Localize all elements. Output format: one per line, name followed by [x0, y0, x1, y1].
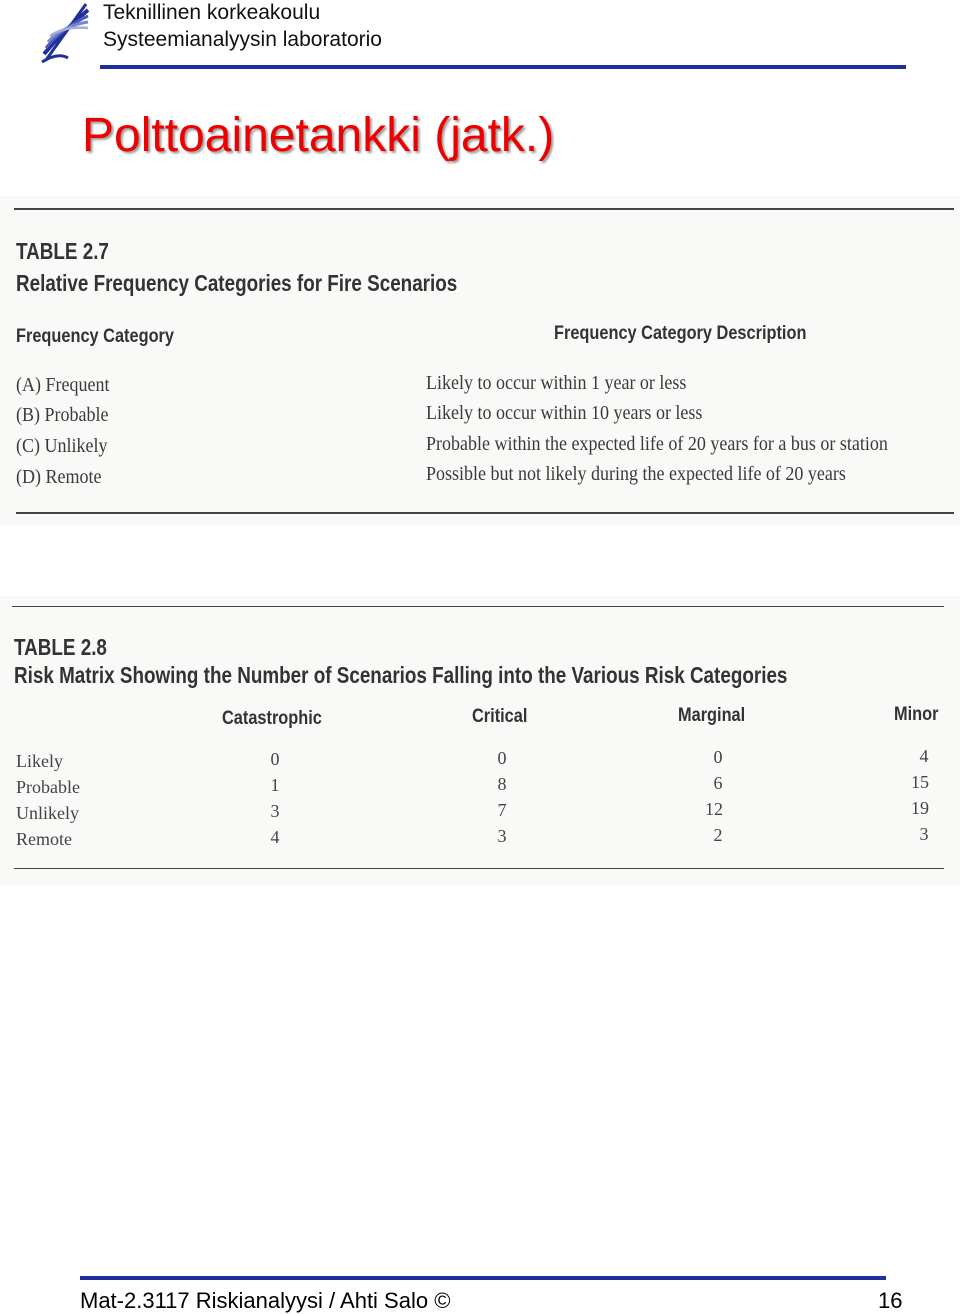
row-label: Probable [16, 777, 80, 797]
organization-name: Teknillinen korkeakoulu [103, 1, 321, 24]
footer-course: Mat-2.3117 Riskianalyysi / Ahti Salo © [80, 1288, 451, 1313]
matrix-cell: 0 [713, 747, 723, 767]
column-header-critical: Critical [472, 706, 528, 727]
table-top-rule [12, 606, 944, 607]
matrix-cell: 3 [270, 801, 280, 821]
slide-title: Polttoainetankki (jatk.) [82, 109, 555, 162]
row-label: Likely [16, 751, 63, 771]
page-number: 16 [878, 1288, 903, 1313]
matrix-cell: 3 [497, 826, 507, 846]
matrix-cell: 15 [911, 772, 929, 792]
frequency-description: Probable within the expected life of 20 years for a bus or station [426, 433, 888, 455]
matrix-cell: 7 [497, 800, 507, 820]
table-caption: Risk Matrix Showing the Number of Scenarios Falling into the Various Risk Categories [14, 662, 788, 688]
column-header: Frequency Category [16, 326, 175, 347]
university-logo-icon [38, 2, 92, 64]
frequency-category: (C) Unlikely [16, 435, 108, 457]
matrix-cell: 4 [919, 746, 929, 766]
table-number: TABLE 2.7 [16, 238, 109, 264]
matrix-cell: 19 [911, 798, 929, 818]
table-caption: Relative Frequency Categories for Fire Scenarios [16, 270, 458, 296]
table-bottom-rule [16, 512, 954, 514]
frequency-description: Likely to occur within 1 year or less [426, 372, 687, 394]
matrix-cell: 0 [497, 748, 507, 768]
column-header-catastrophic: Catastrophic [222, 708, 322, 729]
table-bottom-rule [14, 868, 944, 869]
matrix-cell: 6 [713, 773, 723, 793]
laboratory-name: Systeemianalyysin laboratorio [103, 28, 382, 51]
row-label: Remote [16, 829, 72, 849]
column-header-minor: Minor [894, 704, 939, 725]
footer-divider [80, 1276, 886, 1280]
header-divider [100, 65, 906, 69]
matrix-cell: 0 [270, 749, 280, 769]
matrix-cell: 3 [919, 824, 929, 844]
matrix-cell: 1 [270, 775, 280, 795]
table-2-7-scan [0, 196, 960, 526]
table-2-8-scan [0, 596, 960, 886]
matrix-cell: 2 [713, 825, 723, 845]
frequency-category: (A) Frequent [16, 374, 110, 396]
table-top-rule [14, 208, 954, 210]
frequency-description: Likely to occur within 10 years or less [426, 402, 703, 424]
frequency-category: (D) Remote [16, 466, 102, 488]
table-number: TABLE 2.8 [14, 634, 107, 660]
row-label: Unlikely [16, 803, 79, 823]
frequency-category: (B) Probable [16, 404, 109, 426]
matrix-cell: 8 [497, 774, 507, 794]
matrix-cell: 4 [270, 827, 280, 847]
frequency-description: Possible but not likely during the expected life of 20 years [426, 463, 846, 485]
matrix-cell: 12 [705, 799, 723, 819]
column-header: Frequency Category Description [554, 323, 807, 344]
column-header-marginal: Marginal [678, 705, 746, 726]
